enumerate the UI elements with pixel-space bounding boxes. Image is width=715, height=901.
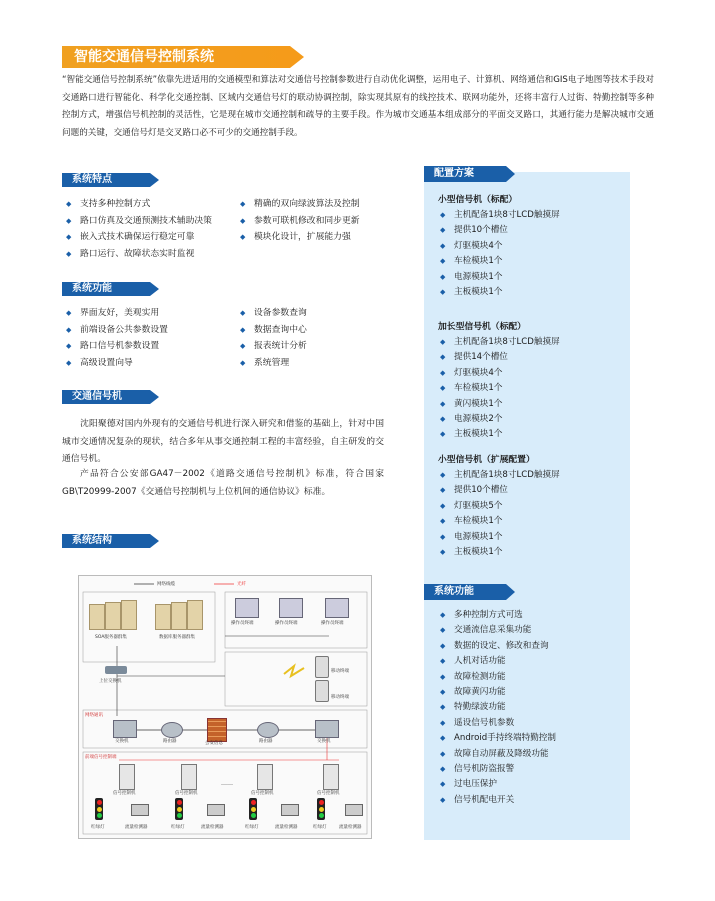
system-structure-diagram — [78, 575, 372, 839]
db-server-icon — [155, 600, 211, 630]
legend-network: 网络线缆 — [157, 582, 175, 587]
mobile-label-2: 移动终端 — [331, 695, 349, 700]
router-label-1: 路由器 — [163, 739, 177, 744]
config-item: ◆ 提供14个槽位 — [438, 350, 560, 365]
workstation-label-3: 操作员终端 — [321, 621, 344, 626]
traffic-light-icon-3 — [249, 798, 257, 820]
router-label-2: 路由器 — [259, 739, 273, 744]
light-label-4: 红绿灯 — [313, 825, 327, 830]
router-icon — [161, 722, 183, 738]
db-label: 数据库服务器群集 — [159, 635, 195, 640]
light-label-2: 红绿灯 — [171, 825, 185, 830]
features-list-left — [64, 196, 212, 263]
signal-heading: 交通信号机 — [62, 390, 150, 404]
side-function-item: ◆ Android手持终端特勤控制 — [438, 731, 556, 746]
light-label-1: 红绿灯 — [91, 825, 105, 830]
ellipsis: …… — [221, 780, 233, 787]
router-icon-2 — [257, 722, 279, 738]
feature-item: ◆ 嵌入式技术确保运行稳定可靠 — [64, 229, 212, 246]
config-item: ◆ 电源模块1个 — [438, 530, 560, 545]
firewall-icon — [207, 718, 227, 742]
config-sidebar — [424, 168, 630, 840]
signal-controller-icon-3 — [257, 764, 273, 790]
side-function-item: ◆ 故障自动屏蔽及降级功能 — [438, 747, 556, 762]
camera-icon-3 — [281, 804, 299, 816]
side-function-item: ◆ 故障检测功能 — [438, 670, 556, 685]
functions-heading: 系统功能 — [62, 282, 150, 296]
feature-item: ◆ 支持多种控制方式 — [64, 196, 212, 213]
config-group-1-title: 小型信号机（标配） — [438, 195, 518, 205]
camera-label-4: 流量检测器 — [339, 825, 362, 830]
field-section-label: 前端信号控制端 — [85, 755, 117, 760]
config-item: ◆ 车检模块1个 — [438, 381, 560, 396]
soa-server-icon — [89, 600, 145, 630]
config-item: ◆ 电源模块2个 — [438, 412, 560, 427]
config-item: ◆ 主机配备1块8寸LCD触摸屏 — [438, 335, 560, 350]
side-function-item: ◆ 人机对话功能 — [438, 654, 556, 669]
core-switch-icon — [105, 666, 127, 674]
feature-item: ◆ 路口仿真及交通预测技术辅助决策 — [64, 213, 212, 230]
core-switch-label: 上位交换机 — [99, 679, 122, 684]
function-item: ◆ 前端设备公共参数设置 — [64, 322, 168, 339]
function-item: ◆ 界面友好，美观实用 — [64, 305, 168, 322]
traffic-light-icon-4 — [317, 798, 325, 820]
config-item: ◆ 车检模块1个 — [438, 254, 560, 269]
feature-item: ◆ 模块化设计，扩展能力强 — [238, 229, 360, 246]
signal-paragraph-1: 沈阳聚德对国内外现有的交通信号机进行深入研究和借鉴的基础上，针对中国城市交通情况复杂的现状，结合多年从事交通控制工程的丰富经验，自主研发的交通信号机。 — [62, 419, 384, 464]
network-section-label: 网络通讯 — [85, 713, 103, 718]
config-item: ◆ 主机配备1块8寸LCD触摸屏 — [438, 468, 560, 483]
config-item: ◆ 黄闪模块1个 — [438, 397, 560, 412]
config-item: ◆ 灯驱模块4个 — [438, 239, 560, 254]
traffic-light-icon-2 — [175, 798, 183, 820]
config-item: ◆ 主机配备1块8寸LCD触摸屏 — [438, 208, 560, 223]
side-function-item: ◆ 特勤绿波功能 — [438, 700, 556, 715]
function-item: ◆ 系统管理 — [238, 355, 307, 372]
mobile-terminal-icon — [315, 656, 329, 678]
side-function-item: ◆ 过电压保护 — [438, 777, 556, 792]
workstation-icon — [235, 598, 259, 618]
page-title: 智能交通信号控制系统 — [62, 46, 290, 68]
signal-controller-icon — [119, 764, 135, 790]
config-group-3-title: 小型信号机（扩展配置） — [438, 455, 535, 465]
workstation-label-2: 操作员终端 — [275, 621, 298, 626]
mobile-terminal-icon-2 — [315, 680, 329, 702]
camera-icon-4 — [345, 804, 363, 816]
config-group-1-list — [438, 208, 560, 300]
camera-label-1: 流量检测器 — [125, 825, 148, 830]
function-item: ◆ 设备参数查询 — [238, 305, 307, 322]
functions-list-left — [64, 305, 168, 372]
feature-item: ◆ 路口运行、故障状态实时监视 — [64, 246, 212, 263]
config-heading: 配置方案 — [424, 166, 506, 182]
camera-icon-2 — [207, 804, 225, 816]
legend-fiber: 光纤 — [237, 582, 246, 587]
switch-label-1: 交换机 — [115, 739, 129, 744]
function-item: ◆ 数据查询中心 — [238, 322, 307, 339]
config-item: ◆ 提供10个槽位 — [438, 483, 560, 498]
config-item: ◆ 主板模块1个 — [438, 285, 560, 300]
camera-label-2: 流量检测器 — [201, 825, 224, 830]
soa-label: SOA服务器群集 — [95, 635, 127, 640]
config-group-3-list — [438, 468, 560, 560]
traffic-light-icon — [95, 798, 103, 820]
signal-controller-icon-2 — [181, 764, 197, 790]
structure-heading: 系统结构 — [62, 534, 150, 548]
signal-controller-icon-4 — [323, 764, 339, 790]
function-item: ◆ 高级设置向导 — [64, 355, 168, 372]
config-item: ◆ 灯驱模块5个 — [438, 499, 560, 514]
controller-label-2: 信号控制机 — [175, 791, 198, 796]
config-item: ◆ 车检模块1个 — [438, 514, 560, 529]
features-heading: 系统特点 — [62, 173, 150, 187]
switch-label-2: 交换机 — [317, 739, 331, 744]
side-function-item: ◆ 数据的设定、修改和查询 — [438, 639, 556, 654]
config-item: ◆ 主板模块1个 — [438, 545, 560, 560]
controller-label-4: 信号控制机 — [317, 791, 340, 796]
function-item: ◆ 报表统计分析 — [238, 338, 307, 355]
side-functions-list — [438, 608, 556, 808]
intro-paragraph: “智能交通信号控制系统”依靠先进适用的交通模型和算法对交通信号控制参数进行自动优化调整，运用电子、计算机、网络通信和GIS电子地图等技术手段对交通路口进行智能化、科学化交通控制、区域内交通信号灯的联动协调控制，除实现其原有的线控技术、联网功能外，还将丰富行人过街、特勤控制等多种控制方式，增强信号机控制的灵活性，它是现在城市交通控制和疏导的主要手段。作为城市交通基本组成部分的平面交叉路口，其通行能力是解决城市交通问题的关键，交通信号灯是交叉路口必不可少的交通控制手段。 — [62, 75, 654, 138]
camera-label-3: 流量检测器 — [275, 825, 298, 830]
side-functions-heading: 系统功能 — [424, 584, 506, 600]
controller-label-1: 信号控制机 — [113, 791, 136, 796]
config-group-2-title: 加长型信号机（标配） — [438, 322, 526, 332]
config-item: ◆ 主板模块1个 — [438, 427, 560, 442]
feature-item: ◆ 参数可联机修改和同步更新 — [238, 213, 360, 230]
laptop-icon — [279, 598, 303, 618]
side-function-item: ◆ 遥设信号机参数 — [438, 716, 556, 731]
config-item: ◆ 电源模块1个 — [438, 270, 560, 285]
side-function-item: ◆ 交通流信息采集功能 — [438, 623, 556, 638]
config-item: ◆ 灯驱模块4个 — [438, 366, 560, 381]
features-list-right — [238, 196, 360, 246]
workstation-label-1: 操作员终端 — [231, 621, 254, 626]
feature-item: ◆ 精确的双向绿波算法及控制 — [238, 196, 360, 213]
switch-icon — [113, 720, 137, 738]
firewall-label: 公安信息 — [205, 741, 223, 746]
side-function-item: ◆ 信号机配电开关 — [438, 793, 556, 808]
camera-icon — [131, 804, 149, 816]
config-item: ◆ 提供10个槽位 — [438, 223, 560, 238]
config-group-2-list — [438, 335, 560, 443]
functions-list-right — [238, 305, 307, 372]
side-function-item: ◆ 故障黄闪功能 — [438, 685, 556, 700]
workstation-icon-2 — [325, 598, 349, 618]
signal-paragraph-2: 产品符合公安部GA47－2002《道路交通信号控制机》标准，符合国家GB\T20999-2007《交通信号控制机与上位机间的通信协议》标准。 — [62, 469, 384, 497]
mobile-label-1: 移动终端 — [331, 669, 349, 674]
side-function-item: ◆ 多种控制方式可选 — [438, 608, 556, 623]
function-item: ◆ 路口信号机参数设置 — [64, 338, 168, 355]
controller-label-3: 信号控制机 — [251, 791, 274, 796]
side-function-item: ◆ 信号机防盗报警 — [438, 762, 556, 777]
light-label-3: 红绿灯 — [245, 825, 259, 830]
switch-icon-2 — [315, 720, 339, 738]
